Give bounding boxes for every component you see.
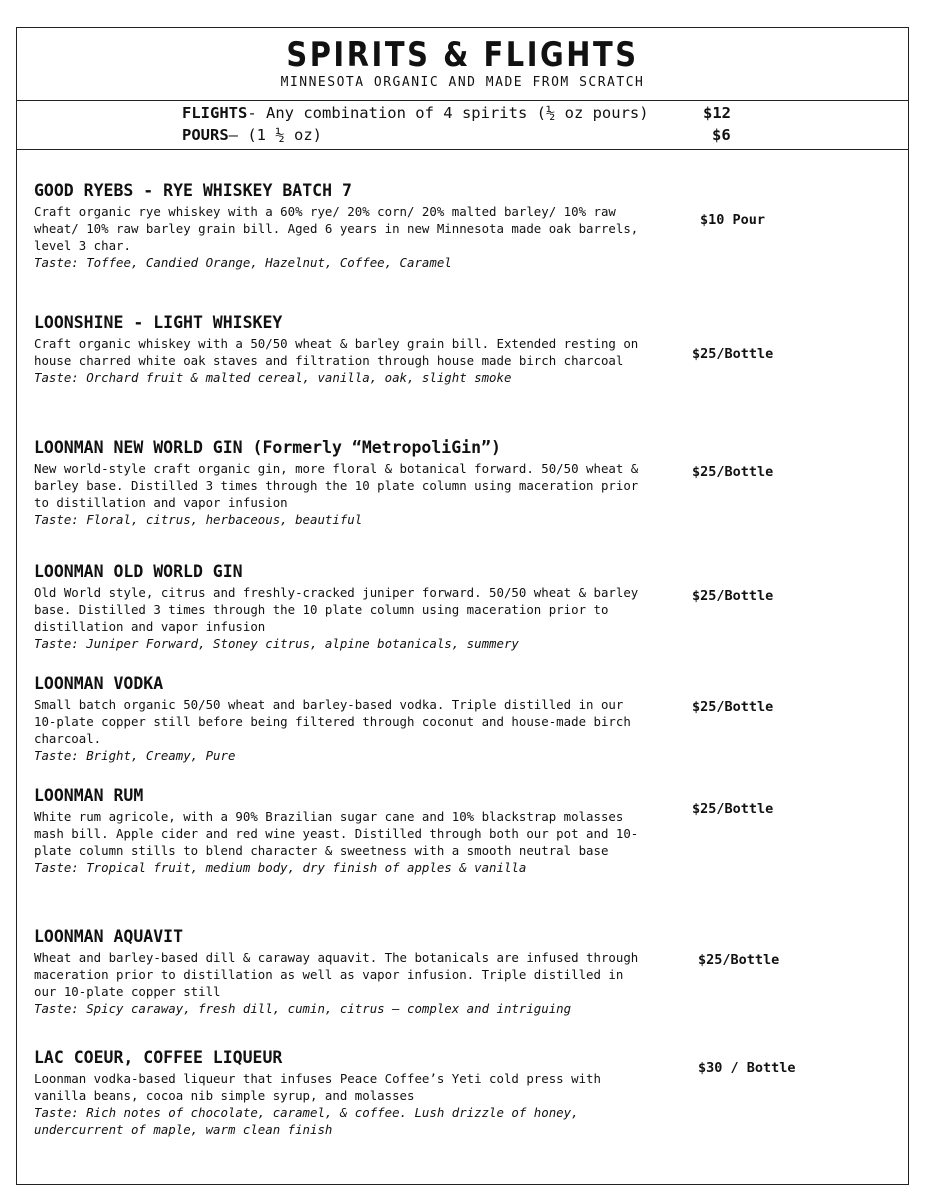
item-description: Craft organic whiskey with a 50/50 wheat & barley grain bill. Extended resting on house charred white oak staves and filtration through house made birch charcoal [34, 336, 639, 368]
item-price: $10 Pour [700, 212, 766, 228]
item-description: Craft organic rye whiskey with a 60% rye/ 20% corn/ 20% malted barley/ 10% raw wheat/ 10% raw barley grain bill. Aged 6 years in new Minnesota made oak barrels, level 3 char. [34, 204, 639, 253]
menu-item [34, 561, 644, 652]
item-description: New world-style craft organic gin, more floral & botanical forward. 50/50 wheat & barley base. Distilled 3 times through the 10 plate column using maceration prior to distillation and vapor infusion [34, 461, 639, 510]
item-price: $30 / Bottle [698, 1060, 796, 1076]
item-price: $25/Bottle [692, 801, 774, 817]
item-price: $25/Bottle [698, 952, 780, 968]
item-name: LOONSHINE - LIGHT WHISKEY [34, 313, 283, 332]
pours-row [182, 126, 322, 144]
item-taste: Taste: Rich notes of chocolate, caramel, & coffee. Lush drizzle of honey, undercurrent of maple, warm clean finish [34, 1105, 579, 1137]
item-taste: Taste: Spicy caraway, fresh dill, cumin, citrus — complex and intriguing [34, 1001, 572, 1016]
flights-label: FLIGHTS [182, 104, 248, 122]
item-name: GOOD RYEBS - RYE WHISKEY BATCH 7 [34, 181, 352, 200]
item-description: Loonman vodka-based liqueur that infuses Peace Coffee’s Yeti cold press with vanilla beans, cocoa nib simple syrup, and molasses [34, 1071, 601, 1103]
menu-item [34, 312, 644, 386]
item-taste: Taste: Bright, Creamy, Pure [34, 748, 236, 763]
flights-text: - Any combination of 4 spirits (½ oz pours) [247, 104, 649, 122]
flights-row [182, 104, 649, 122]
menu-item [34, 785, 644, 876]
item-name: LAC COEUR, COFFEE LIQUEUR [34, 1048, 283, 1067]
menu-frame [16, 27, 909, 1185]
item-name: LOONMAN OLD WORLD GIN [34, 562, 243, 581]
item-description: Small batch organic 50/50 wheat and barley-based vodka. Triple distilled in our 10-plate copper still before being filtered through coconut and house-made birch charcoal. [34, 697, 631, 746]
item-taste: Taste: Juniper Forward, Stoney citrus, alpine botanicals, summery [34, 636, 519, 651]
menu-header [17, 28, 908, 101]
menu-subtitle: MINNESOTA ORGANIC AND MADE FROM SCRATCH [280, 75, 645, 90]
item-price: $25/Bottle [692, 699, 774, 715]
menu-item [34, 673, 644, 764]
item-taste: Taste: Tropical fruit, medium body, dry finish of apples & vanilla [34, 860, 527, 875]
flight-pricing [17, 100, 908, 150]
item-description: Wheat and barley-based dill & caraway aquavit. The botanicals are infused through maceration prior to distillation as well as vapor infusion. Triple distilled in our 10-plate copper still [34, 950, 639, 999]
item-taste: Taste: Toffee, Candied Orange, Hazelnut, Coffee, Caramel [34, 255, 452, 270]
item-name: LOONMAN VODKA [34, 674, 164, 693]
pours-price: $6 [712, 126, 731, 144]
item-taste: Taste: Floral, citrus, herbaceous, beautiful [34, 512, 363, 527]
menu-item [34, 1047, 644, 1138]
item-price: $25/Bottle [692, 346, 774, 362]
item-description: Old World style, citrus and freshly-cracked juniper forward. 50/50 wheat & barley base. Distilled 3 times through the 10 plate column using maceration prior to distillation and vapor infusion [34, 585, 639, 634]
menu-title: SPIRITS & FLIGHTS [286, 35, 639, 75]
menu-item [34, 926, 644, 1017]
pours-label: POURS [182, 126, 229, 144]
item-name: LOONMAN RUM [34, 786, 144, 805]
flights-price: $12 [703, 104, 731, 122]
item-description: White rum agricole, with a 90% Brazilian sugar cane and 10% blackstrap molasses mash bill. Apple cider and red wine yeast. Distilled through both our pot and 10-plate column stills to blend character & sweetness with a smooth neutral base [34, 809, 639, 858]
item-taste: Taste: Orchard fruit & malted cereal, vanilla, oak, slight smoke [34, 370, 512, 385]
item-name: LOONMAN NEW WORLD GIN (Formerly “MetropoliGin”) [34, 438, 501, 457]
item-name: LOONMAN AQUAVIT [34, 927, 184, 946]
pours-text: – (1 ½ oz) [228, 126, 322, 144]
item-price: $25/Bottle [692, 588, 774, 604]
menu-item [34, 437, 644, 528]
menu-item [34, 180, 644, 271]
item-price: $25/Bottle [692, 464, 774, 480]
